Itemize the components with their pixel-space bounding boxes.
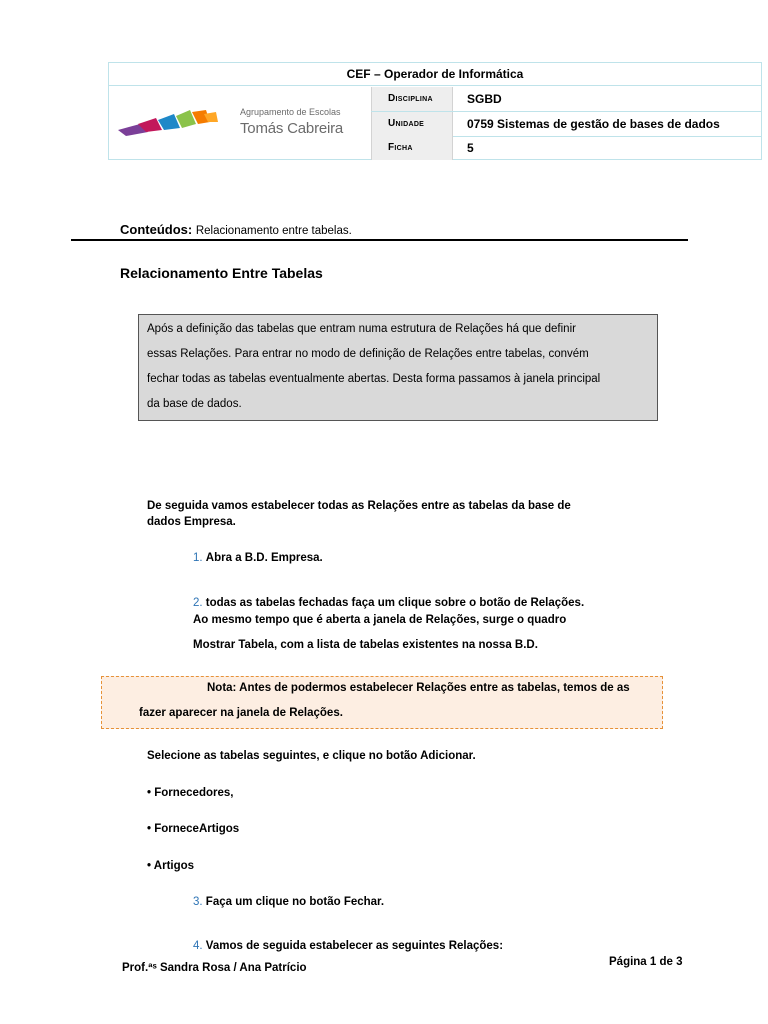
- logo-subtitle: Agrupamento de Escolas: [240, 107, 341, 117]
- conteudos-text: Relacionamento entre tabelas.: [195, 225, 352, 237]
- intro-line: fechar todas as tabelas eventualmente abertas. Desta forma passamos à janela principal: [147, 373, 601, 385]
- step-text: Vamos de seguida estabelecer as seguintes Relações:: [205, 940, 504, 952]
- header-value: 0759 Sistemas de gestão de bases de dados: [467, 117, 720, 131]
- select-instruction: Selecione as tabelas seguintes, e clique no botão Adicionar.: [147, 750, 476, 762]
- note-line: Nota: Antes de podermos estabelecer Relações entre as tabelas, temos de as: [207, 682, 630, 694]
- header-row-unidade: [371, 112, 762, 136]
- header-label: Disciplina: [371, 87, 453, 111]
- step-2-detail: Ao mesmo tempo que é aberta a janela de Relações, surge o quadro: [193, 614, 567, 626]
- page-number: Página 1 de 3: [609, 956, 683, 968]
- school-logo: [118, 104, 358, 146]
- footer-authors: Prof.ªˢ Sandra Rosa / Ana Patrício: [122, 962, 307, 974]
- bullet-item: • Fornecedores,: [147, 787, 234, 799]
- step-text: todas as tabelas fechadas faça um clique sobre o botão de Relações.: [205, 597, 585, 609]
- step-number: 3.: [193, 896, 203, 908]
- step-2-detail: Mostrar Tabela, com a lista de tabelas existentes na nossa B.D.: [193, 639, 538, 651]
- intro-line: essas Relações. Para entrar no modo de definição de Relações entre tabelas, convém: [147, 348, 589, 360]
- step-4: [193, 940, 503, 952]
- header-label: Ficha: [371, 136, 453, 160]
- lead-line: dados Empresa.: [147, 516, 236, 528]
- step-text: Abra a B.D. Empresa.: [205, 552, 323, 564]
- step-3: [193, 896, 384, 908]
- header-label: Unidade: [371, 112, 453, 136]
- step-1: [193, 552, 323, 564]
- step-2: [193, 597, 584, 609]
- logo-title: Tomás Cabreira: [240, 120, 344, 137]
- conteudos-label: Conteúdos:: [120, 222, 193, 237]
- bullet-item: • Artigos: [147, 860, 195, 872]
- header-row-ficha: [371, 136, 762, 160]
- logo-mark-icon: [118, 110, 240, 140]
- bullet-item: • ForneceArtigos: [147, 823, 240, 835]
- conteudos-line: [120, 222, 352, 237]
- step-text: Faça um clique no botão Fechar.: [205, 896, 385, 908]
- header-row-disciplina: [371, 87, 762, 111]
- header-value: SGBD: [467, 92, 502, 106]
- step-number: 1.: [193, 552, 203, 564]
- step-number: 4.: [193, 940, 203, 952]
- step-number: 2.: [193, 597, 203, 609]
- intro-line: Após a definição das tabelas que entram numa estrutura de Relações há que definir: [147, 323, 576, 335]
- course-title: CEF – Operador de Informática: [108, 62, 762, 86]
- note-line: fazer aparecer na janela de Relações.: [139, 707, 343, 719]
- page-heading: Relacionamento Entre Tabelas: [120, 265, 323, 281]
- intro-box: [138, 314, 658, 421]
- section-rule: [71, 239, 688, 241]
- lead-line: De seguida vamos estabelecer todas as Relações entre as tabelas da base de: [147, 500, 571, 512]
- intro-line: da base de dados.: [147, 398, 242, 410]
- header-value: 5: [467, 141, 474, 155]
